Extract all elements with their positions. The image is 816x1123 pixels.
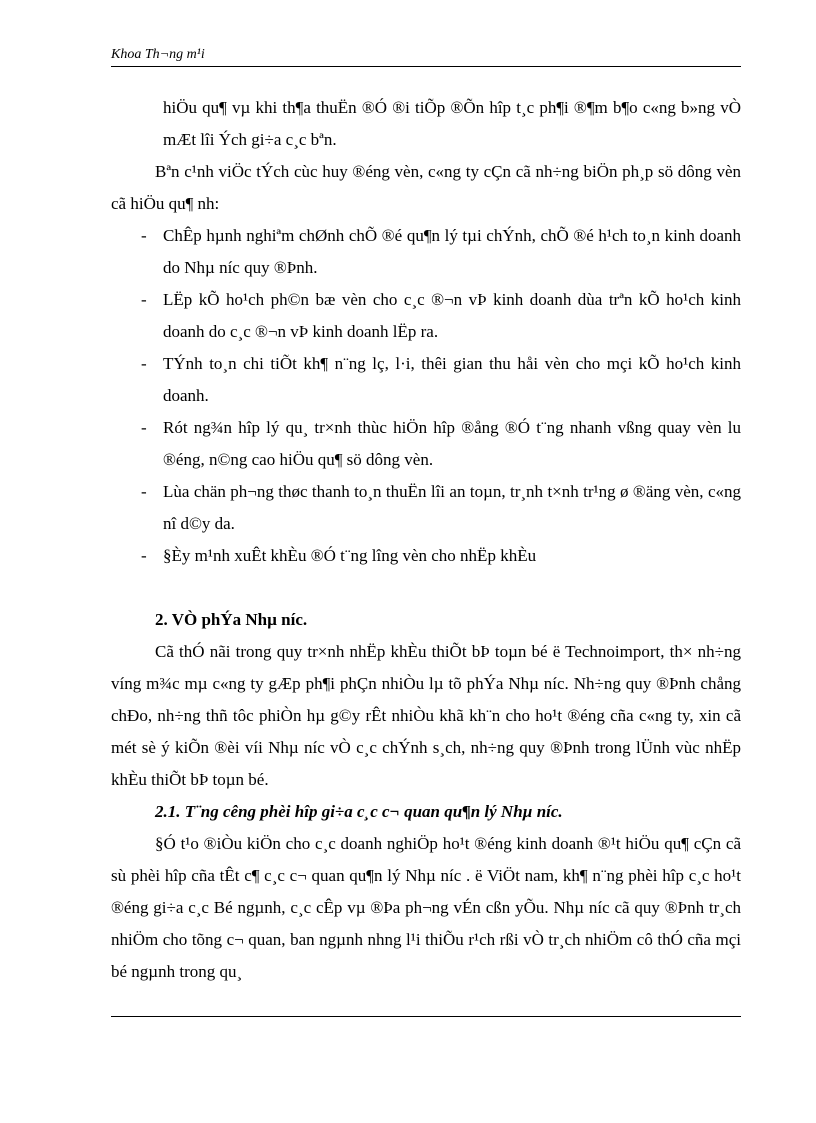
list-item: - Lùa chän ph¬ng thøc thanh to¸n thuËn lîi an toµn, tr¸nh t×nh tr¹ng ø ®äng vèn, c«ng nî d©y da.	[111, 476, 741, 540]
footer-divider	[111, 1016, 741, 1017]
list-item: - TÝnh to¸n chi tiÕt kh¶ n¨ng lç, l·i, thêi gian thu håi vèn cho mçi kÕ ho¹ch kinh doanh.	[111, 348, 741, 412]
paragraph-coordination: §Ó t¹o ®iÒu kiÖn cho c¸c doanh nghiÖp ho¹t ®éng kinh doanh ®¹t hiÖu qu¶ cÇn cã sù phèi hîp cña tÊt c¶ c¸c c¬ quan qu¶n lý Nhµ níc . ë ViÖt nam, kh¶ n¨ng phèi hîp c¸c ho¹t ®éng gi÷a c¸c Bé ngµnh, c¸c cÊp vµ ®Þa ph¬ng vÉn cßn yÕu. Nhµ níc cã quy ®Þnh tr¸ch nhiÖm cho tõng c¬ quan, ban ngµnh nhng l¹i thiÕu r¹ch rßi vÒ tr¸ch nhiÖm cô thÓ cña mçi bé ngµnh trong qu¸	[111, 834, 741, 981]
section-spacer	[111, 572, 741, 604]
dash-bullet: -	[141, 546, 147, 565]
dash-bullet: -	[141, 290, 147, 309]
paragraph-capital-use: Bªn c¹nh viÖc tÝch cùc huy ®éng vèn, c«ng ty cÇn cã nh÷ng biÖn ph¸p sö dông vèn cã hiÖu qu¶ nh:	[111, 162, 741, 213]
list-item: - Rót ng¾n hîp lý qu¸ tr×nh thùc hiÖn hîp ®ång ®Ó t¨ng nhanh vßng quay vèn lu ®éng, n©ng cao hiÖu qu¶ sö dông vèn.	[111, 412, 741, 476]
subsection-heading: 2.1. T¨ng cêng phèi hîp gi÷a c¸c c¬ quan qu¶n lý Nhµ níc.	[155, 802, 563, 821]
dash-bullet: -	[141, 482, 147, 501]
list-item: - §Èy m¹nh xuÊt khÈu ®Ó t¨ng lîng vèn cho nhËp khÈu	[111, 540, 741, 572]
list-item: - ChÊp hµnh nghiªm chØnh chÕ ®é qu¶n lý tµi chÝnh, chÕ ®é h¹ch to¸n kinh doanh do Nhµ níc quy ®Þnh.	[111, 220, 741, 284]
section-heading: 2. VÒ phÝa Nhµ níc.	[155, 610, 308, 629]
dash-bullet: -	[141, 354, 147, 373]
header-title: Khoa Th¬ng m¹i	[111, 47, 205, 62]
document-body	[111, 92, 741, 988]
measures-list	[111, 220, 741, 572]
intro-continuation: hiÖu qu¶ vµ khi th¶a thuËn ®Ó ®i tiÕp ®Õn hîp t¸c ph¶i ®¶m b¶o c«ng b»ng vÒ mÆt lîi Ých gi÷a c¸c bªn.	[163, 98, 741, 149]
dash-bullet: -	[141, 418, 147, 437]
list-item: - LËp kÕ ho¹ch ph©n bæ vèn cho c¸c ®¬n vÞ kinh doanh dùa trªn kÕ ho¹ch kinh doanh do c¸c ®¬n vÞ kinh doanh lËp ra.	[111, 284, 741, 348]
paragraph-state-side: Cã thÓ nãi trong quy tr×nh nhËp khÈu thiÕt bÞ toµn bé ë Technoimport, th× nh÷ng víng m¾c mµ c«ng ty gÆp ph¶i phÇn nhiÒu lµ tõ phÝa Nhµ níc. Nh÷ng quy ®Þnh chång chÐo, nh÷ng thñ tôc phiÒn hµ g©y rÊt nhiÒu khã kh¨n cho ho¹t ®éng cña c«ng ty, xin cã mét sè ý kiÕn ®èi víi Nhµ níc vÒ c¸c chÝnh s¸ch, nh÷ng quy ®Þnh trong lÜnh vùc nhËp khÈu thiÕt bÞ toµn bé.	[111, 642, 741, 789]
dash-bullet: -	[141, 226, 147, 245]
page-header	[111, 46, 741, 67]
